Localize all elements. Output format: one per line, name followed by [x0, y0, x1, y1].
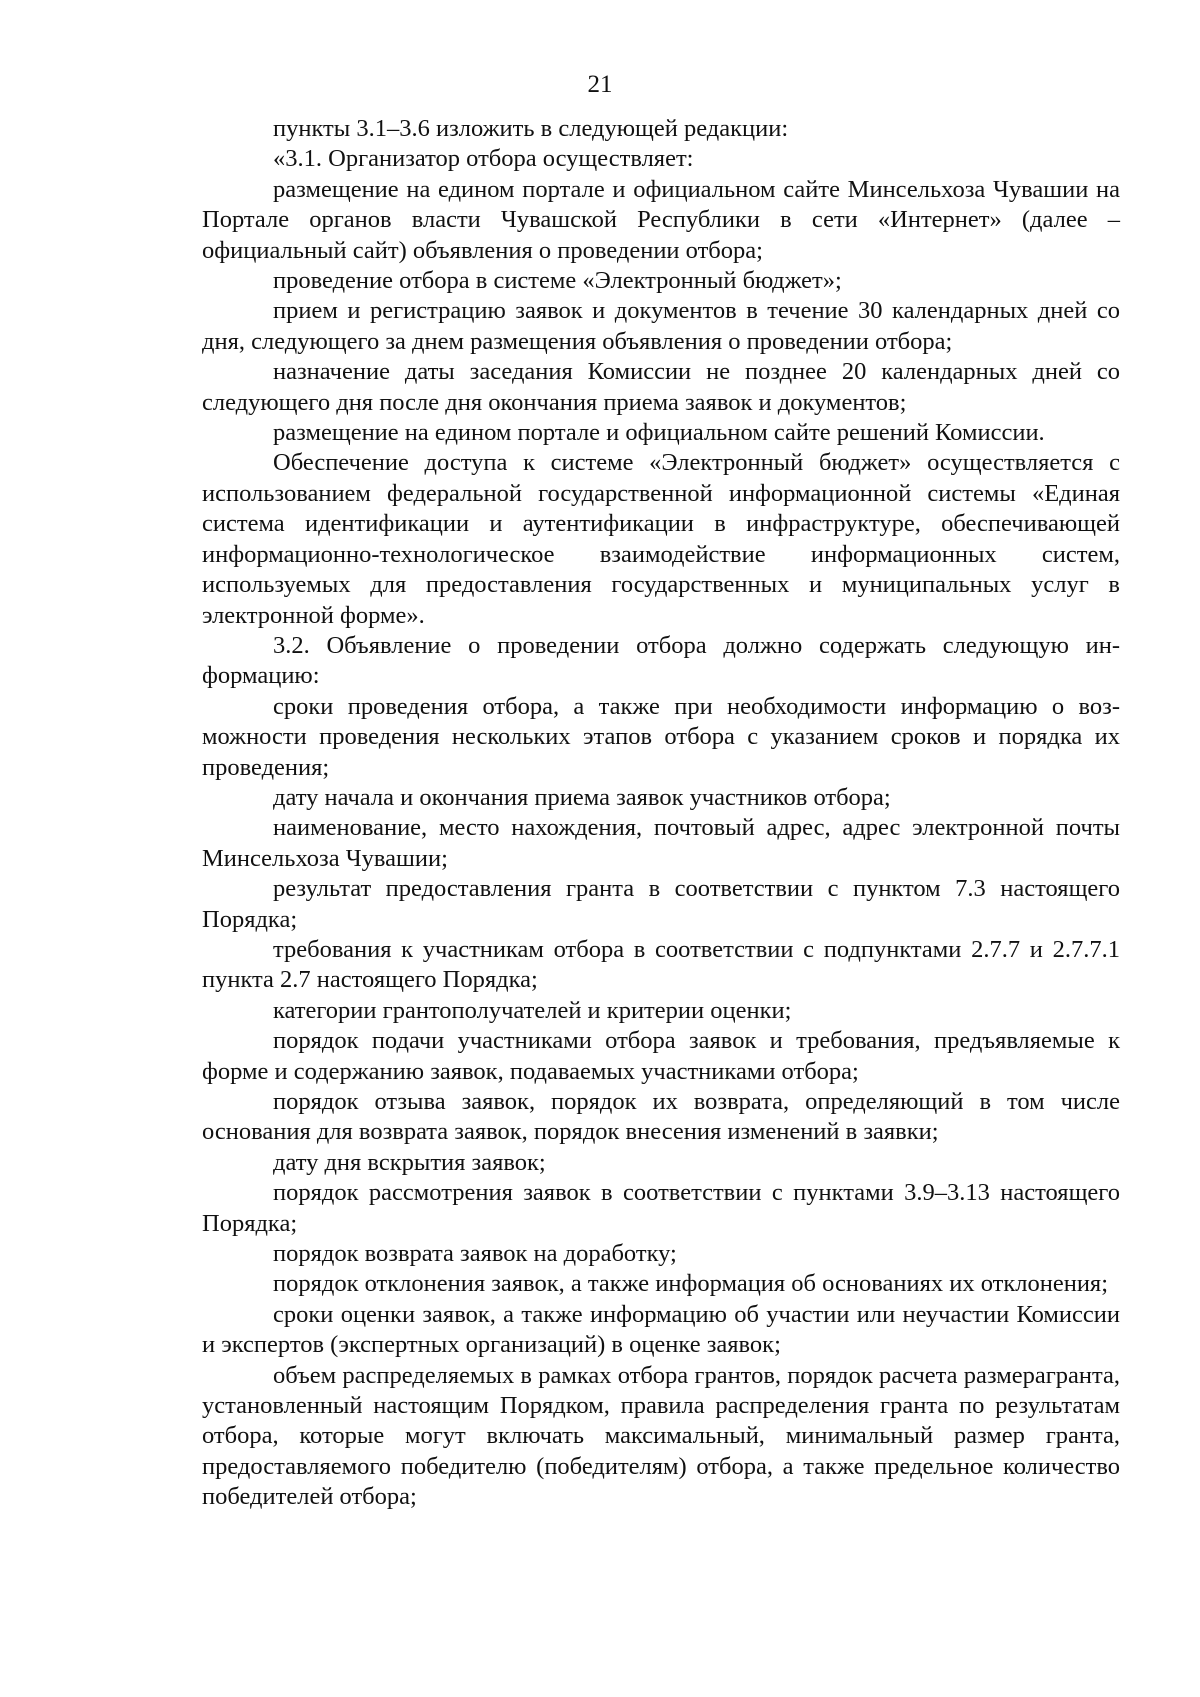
- paragraph: прием и регистрацию заявок и документов в течение 30 календарных дней со дня, следующего за днем размещения объявления о проведении отбора;: [202, 297, 1120, 355]
- paragraph: требования к участникам отбора в соответствии с подпунктами 2.7.7 и 2.7.7.1 пункта 2.7 настоящего Порядка;: [202, 935, 1120, 994]
- paragraph: наименование, место нахождения, почтовый адрес, адрес электронной почты Минсельхоза Чувашии;: [202, 814, 1120, 872]
- paragraph: порядок отзыва заявок, порядок их возврата, определяющий в том числе основания для возврата заявок, порядок внесения изменений в заявки;: [202, 1088, 1120, 1146]
- paragraph: проведение отбора в системе «Электронный бюджет»;: [273, 267, 842, 295]
- paragraph: Обеспечение доступа к системе «Электронный бюджет» осуществляется с использованием федеральной государственной информационной системы «Единая система идентификации и аутентификации в инфраструктуре, обеспечивающей информационно-технологическое взаимодействие информационных систем, используемых для предоставления государственных и муниципальных услуг в электронной форме».: [202, 449, 1120, 629]
- paragraph: размещение на едином портале и официальном сайте Минсельхоза Чувашии на Портале органов власти Чувашской Республики в сети «Интернет» (далее – официальный сайт) объявления о проведении отбора;: [202, 175, 1120, 264]
- paragraph: сроки проведения отбора, а также при необходимости информацию о возможности проведения нескольких этапов отбора с указанием сроков и порядка их проведения;: [202, 692, 1120, 781]
- page-number: 21: [587, 71, 613, 98]
- paragraph: порядок отклонения заявок, а также информация об основаниях их отклонения;: [273, 1270, 1109, 1298]
- paragraph: порядок подачи участниками отбора заявок и требования, предъявляемые к форме и содержанию заявок, подаваемых участниками отбора;: [202, 1027, 1120, 1085]
- paragraph: сроки оценки заявок, а также информацию об участии или неучастии Комиссии и экспертов (экспертных организаций) в оценке заявок;: [202, 1300, 1120, 1359]
- paragraph: «3.1. Организатор отбора осуществляет:: [273, 145, 694, 173]
- paragraph: размещение на едином портале и официальном сайте решений Комиссии.: [273, 419, 1045, 447]
- paragraph: пункты 3.1–3.6 изложить в следующей редакции:: [273, 115, 789, 142]
- paragraph: 3.2. Объявление о проведении отбора должно содержать следующую информацию:: [202, 631, 1120, 690]
- paragraph: порядок возврата заявок на доработку;: [273, 1240, 677, 1268]
- paragraph: порядок рассмотрения заявок в соответствии с пунктами 3.9–3.13 настоящего Порядка;: [202, 1179, 1120, 1237]
- paragraph: объем распределяемых в рамках отбора грантов, порядок расчета размерагранта, установленный настоящим Порядком, правила распределения гранта по результатам отбора, которые могут включать максимальный, минимальный размер гранта, предоставляемого победителю (победителям) отбора, а также предельное количество победителей отбора;: [202, 1361, 1120, 1511]
- paragraph: категории грантополучателей и критерии оценки;: [273, 996, 792, 1024]
- paragraph: назначение даты заседания Комиссии не позднее 20 календарных дней со следующего дня после дня окончания приема заявок и документов;: [202, 358, 1120, 416]
- paragraph: дату начала и окончания приема заявок участников отбора;: [273, 783, 891, 811]
- paragraph: результат предоставления гранта в соответствии с пунктом 7.3 настоящего Порядка;: [202, 875, 1120, 933]
- paragraph: дату дня вскрытия заявок;: [273, 1148, 546, 1176]
- document-body: [202, 114, 1120, 1513]
